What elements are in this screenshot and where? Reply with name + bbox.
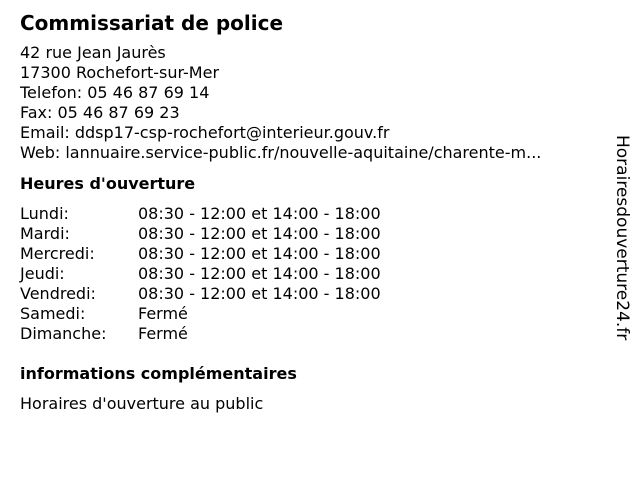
day-label: Lundi: (20, 204, 69, 223)
day-label: Vendredi: (20, 284, 96, 303)
fax-number: Fax: 05 46 87 69 23 (20, 103, 180, 122)
info-heading: informations complémentaires (20, 364, 297, 383)
day-label: Mardi: (20, 224, 70, 243)
day-label: Dimanche: (20, 324, 107, 343)
street-address: 42 rue Jean Jaurès (20, 43, 166, 62)
day-hours: Fermé (138, 324, 188, 343)
table-row (20, 304, 381, 324)
page-title: Commissariat de police (20, 11, 284, 35)
opening-hours-table (20, 204, 381, 344)
phone-number: Telefon: 05 46 87 69 14 (20, 83, 210, 102)
listing-card (20, 10, 605, 414)
day-label: Jeudi: (20, 264, 65, 283)
table-row (20, 264, 381, 284)
hours-heading: Heures d'ouverture (20, 174, 196, 193)
day-hours: Fermé (138, 304, 188, 323)
address-block (20, 43, 605, 163)
table-row (20, 244, 381, 264)
day-hours: 08:30 - 12:00 et 14:00 - 18:00 (138, 264, 381, 283)
info-text: Horaires d'ouverture au public (20, 394, 264, 413)
day-label: Samedi: (20, 304, 86, 323)
day-hours: 08:30 - 12:00 et 14:00 - 18:00 (138, 224, 381, 243)
table-row (20, 284, 381, 304)
day-hours: 08:30 - 12:00 et 14:00 - 18:00 (138, 204, 381, 223)
email-address: Email: ddsp17-csp-rochefort@interieur.gouv.fr (20, 123, 390, 142)
day-hours: 08:30 - 12:00 et 14:00 - 18:00 (138, 244, 381, 263)
table-row (20, 224, 381, 244)
day-hours: 08:30 - 12:00 et 14:00 - 18:00 (138, 284, 381, 303)
site-watermark: Horairesdouverture24.fr (612, 135, 632, 341)
website-link: Web: lannuaire.service-public.fr/nouvelle-aquitaine/charente-m... (20, 143, 542, 162)
day-label: Mercredi: (20, 244, 95, 263)
table-row (20, 204, 381, 224)
city-address: 17300 Rochefort-sur-Mer (20, 63, 220, 82)
table-row (20, 324, 381, 344)
